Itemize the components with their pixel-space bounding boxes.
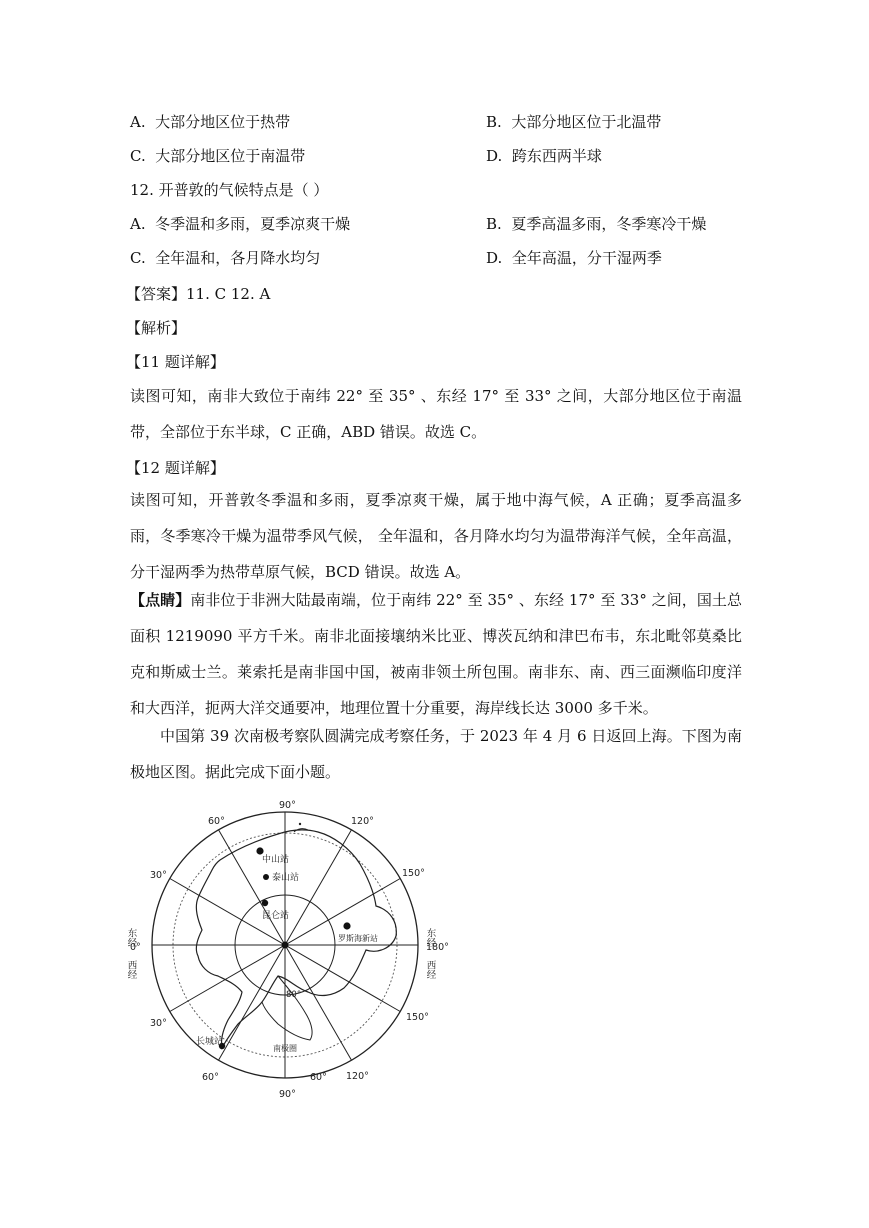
q12-option-d: D. 全年高温，分干湿两季 (486, 249, 662, 267)
island-dot (299, 823, 301, 825)
lon-label-right-180: 180° (426, 942, 449, 953)
answer-line: 【答案】11. C 12. A (126, 285, 271, 303)
tip-text: 南非位于非洲大陆最南端，位于南纬 22° 至 35° 、东经 17° 至 33° 之间，国土总面积 1219090 平方千米。南非北面接壤纳米比亚、博茨瓦纳和津巴布韦，东北毗邻莫桑比克和斯威士兰。莱索托是南非国中国，被南非领土所包围。南非东、南、西三面濒临印度洋和大西洋，扼两大洋交通要冲，地理位置十分重要，海岸线长达 3000 多千米。 (130, 591, 742, 717)
lon-label-top-120: 120° (351, 816, 374, 827)
intro-paragraph: 中国第 39 次南极考察队圆满完成考察任务，于 2023 年 4 月 6 日返回上海。下图为南极地区图。据此完成下面小题。 (130, 727, 742, 781)
lon-label-left-30: 30° (150, 870, 167, 881)
lon-label-right-150: 150° (402, 868, 425, 879)
q12-option-b: B. 夏季高温多雨，冬季寒冷干燥 (486, 215, 707, 233)
luosihai-label: 罗斯海新站 (338, 934, 378, 943)
zhongshan-station-marker (256, 847, 263, 854)
q11-option-b: B. 大部分地区位于北温带 (486, 113, 662, 131)
lon-label-top-90: 90° (279, 800, 296, 811)
lon-label-bottom-90: 90° (279, 1089, 296, 1100)
analysis-title: 【解析】 (126, 319, 187, 337)
q11-option-d: D. 跨东西两半球 (486, 147, 602, 165)
lon-label-right-150b: 150° (406, 1012, 429, 1023)
kunlun-label: 昆仑站 (262, 911, 290, 921)
longitude-labels (150, 800, 429, 1100)
lon-label-bottom-120: 120° (346, 1071, 369, 1082)
lon-label-bottom-60b: 60° (310, 1072, 327, 1083)
q11-detail-title: 【11 题详解】 (126, 353, 225, 371)
q12-detail-text: 读图可知，开普敦冬季温和多雨，夏季凉爽干燥，属于地中海气候，A 正确；夏季高温多雨，冬季寒冷干燥为温带季风气候， 全年温和，各月降水均匀为温带海洋气候，全年高温，分干湿两季为热带草原气候，BCD 错误。故选 A。 (130, 491, 742, 581)
q12-option-a: A. 冬季温和多雨，夏季凉爽干燥 (130, 215, 351, 233)
lon-label-bottom-60: 60° (202, 1072, 219, 1083)
q12-stem: 12. 开普敦的气候特点是（ ） (130, 181, 329, 199)
changcheng-label: 长城站 (196, 1037, 224, 1047)
ice-shelf-outline (262, 976, 312, 1040)
q11-option-c: C. 大部分地区位于南温带 (130, 147, 306, 165)
tip-paragraph (130, 582, 742, 726)
left-west-label: 西经 (125, 960, 137, 979)
left-east-label: 东经 (125, 928, 137, 947)
q11-detail-text: 读图可知，南非大致位于南纬 22° 至 35° 、东经 17° 至 33° 之间，大部分地区位于南温带，全部位于东半球，C 正确，ABD 错误。故选 C。 (130, 387, 742, 441)
lon-label-top-60: 60° (208, 816, 225, 827)
lat-label-80: 80° (286, 990, 302, 1000)
south-pole-marker (282, 942, 289, 949)
antarctica-map (125, 788, 456, 1102)
taishan-station-marker (263, 874, 269, 880)
right-west-label: 西经 (424, 960, 436, 979)
zhongshan-label: 中山站 (262, 855, 290, 865)
lon-label-left-30b: 30° (150, 1018, 167, 1029)
antarctic-circle-label: 南极圈 (273, 1044, 297, 1053)
q11-option-a: A. 大部分地区位于热带 (130, 113, 291, 131)
right-east-label: 东经 (424, 928, 436, 947)
q12-detail-title: 【12 题详解】 (126, 459, 225, 477)
side-labels (126, 927, 449, 979)
q12-option-c: C. 全年温和，各月降水均匀 (130, 249, 321, 267)
tip-label: 【点睛】 (130, 591, 191, 609)
lon-label-left-0: 0° (130, 942, 141, 953)
luosihai-station-marker (343, 922, 350, 929)
station-labels (196, 853, 378, 1053)
taishan-label: 泰山站 (272, 873, 300, 883)
kunlun-station-marker (262, 900, 268, 906)
